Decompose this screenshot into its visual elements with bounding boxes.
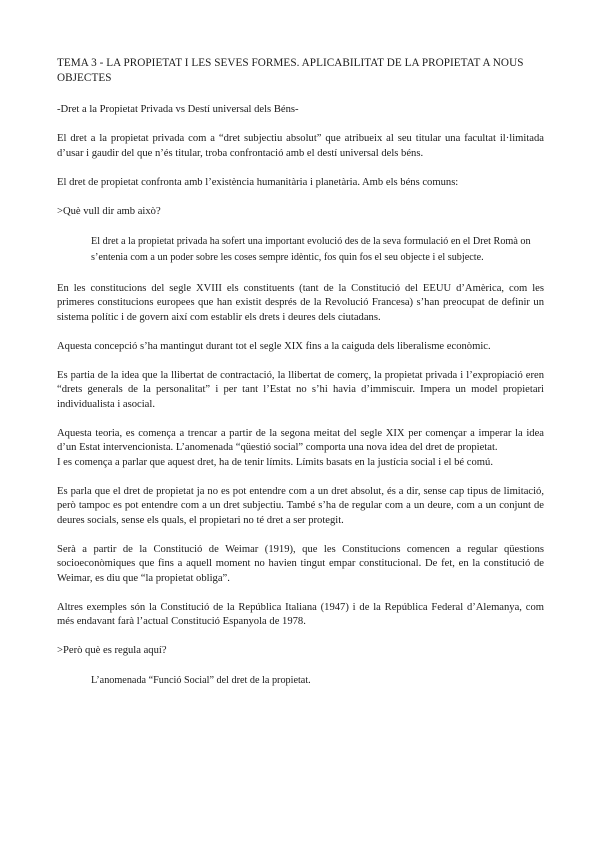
- question-1: >Què vull dir amb això?: [57, 205, 161, 217]
- question-2: >Però què es regula aquí?: [57, 645, 167, 657]
- paragraph-1: El dret a la propietat privada com a “dret subjectiu absolut” que atribueix al seu titular una facultat il·limitada d’usar i gaudir del que n’és titular, troba confrontació amb el destí universal dels béns.: [57, 133, 544, 159]
- page-title: TEMA 3 - LA PROPIETAT I LES SEVES FORMES. APLICABILITAT DE LA PROPIETAT A NOUS OBJECTES: [57, 57, 524, 84]
- paragraph-8: Es parla que el dret de propietat ja no es pot entendre com a un dret absolut, és a dir, sense cap tipus de limitació, però tampoc es pot entendre com a un dret subjectiu. També s’ha de regular com a un deure, com a un conjunt de deures socials, sense els quals, el propietari no té dret a ser protegit.: [57, 485, 544, 526]
- paragraph-7: I es comença a parlar que aquest dret, ha de tenir límits. Límits basats en la justícia social i el bé comú.: [57, 456, 493, 468]
- indented-paragraph-1: El dret a la propietat privada ha sofert una important evolució des de la seva formulació en el Dret Romà on s’entenia com a un poder sobre les coses sempre idèntic, fos quin fos el seu objecte i el subjecte.: [91, 235, 531, 264]
- paragraph-6: Aquesta teoria, es comença a trencar a partir de la segona meitat del segle XIX per començar a imperar la idea d’un Estat intervencionista. L’anomenada “qüestió social” comporta una nova idea del dret de propietat.: [57, 427, 544, 454]
- paragraph-5: Es partia de la idea que la llibertat de contractació, la llibertat de comerç, la propietat privada i l’expropiació eren “drets generals de la personalitat” i per tant l’Estat no s’hi havia d’immiscuir. Impera un model propietari individualista i asocial.: [57, 369, 544, 410]
- paragraph-4: Aquesta concepció s’ha mantingut durant tot el segle XIX fins a la caiguda dels liberalisme econòmic.: [57, 340, 491, 352]
- paragraph-3: En les constitucions del segle XVIII els constituents (tant de la Constitució del EEUU d’Amèrica, com les primeres constitucions europees que han existit després de la Revolució Francesa) s’han preocupat de definir un sistema polític i de govern així com establir els drets i deures dels ciutadans.: [57, 282, 544, 323]
- paragraph-10: Altres exemples són la Constitució de la República Italiana (1947) i de la República Federal d’Alemanya, com més endavant farà l’actual Constitució Espanyola de 1978.: [57, 601, 544, 628]
- paragraph-2: El dret de propietat confronta amb l’existència humanitària i planetària. Amb els béns comuns:: [57, 176, 459, 188]
- indented-paragraph-2: L’anomenada “Funció Social” del dret de la propietat.: [91, 675, 311, 687]
- paragraph-9: Serà a partir de la Constitució de Weimar (1919), que les Constitucions comencen a regular qüestions socioeconòmiques que fins a aquell moment no havien tingut empar constitucional. De fet, en la constitució de Weimar, es diu que “la propietat obliga”.: [57, 543, 544, 584]
- document-page: [57, 56, 544, 704]
- subtitle: -Dret a la Propietat Privada vs Destí universal dels Béns-: [57, 104, 299, 115]
